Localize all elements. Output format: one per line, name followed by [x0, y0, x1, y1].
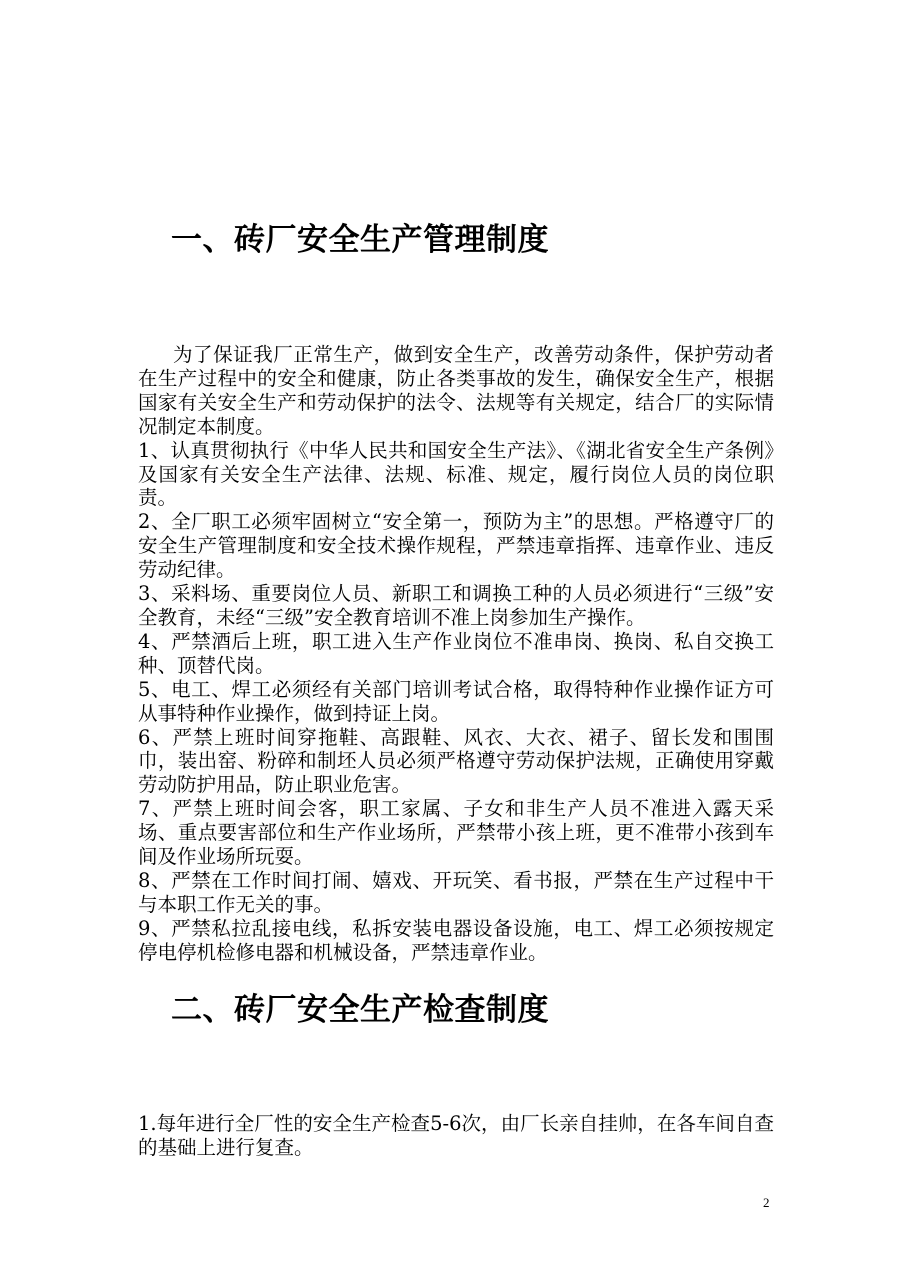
rule-item-1: 1、认真贯彻执行《中华人民共和国安全生产法》、《湖北省安全生产条例》及国家有关安全生产法律、法规、标准、规定，履行岗位人员的岗位职责。	[138, 438, 774, 510]
rule-item-3: 3、采料场、重要岗位人员、新职工和调换工种的人员必须进行“三级”安全教育，未经“三级”安全教育培训不准上岗参加生产操作。	[138, 582, 774, 629]
rule-item-5: 5、电工、焊工必须经有关部门培训考试合格，取得特种作业操作证方可从事特种作业操作，做到持证上岗。	[138, 677, 774, 725]
section-1-heading: 一、砖厂安全生产管理制度	[171, 222, 549, 258]
section-2-heading: 二、砖厂安全生产检查制度	[171, 992, 549, 1028]
section-2-body	[138, 1112, 774, 1160]
inspection-item-1: 1.每年进行全厂性的安全生产检查5-6次，由厂长亲自挂帅，在各车间自查的基础上进行复查。	[138, 1112, 774, 1159]
rule-item-2: 2、全厂职工必须牢固树立“安全第一，预防为主”的思想。严格遵守厂的安全生产管理制度和安全技术操作规程，严禁违章指挥、违章作业、违反劳动纪律。	[138, 510, 774, 582]
intro-paragraph: 为了保证我厂正常生产，做到安全生产，改善劳动条件，保护劳动者在生产过程中的安全和健康，防止各类事故的发生，确保安全生产，根据国家有关安全生产和劳动保护的法令、法规等有关规定，结合厂的实际情况制定本制度。	[138, 343, 774, 438]
rule-item-8: 8、严禁在工作时间打闹、嬉戏、开玩笑、看书报，严禁在生产过程中干与本职工作无关的事。	[138, 868, 774, 916]
rule-item-4: 4、严禁酒后上班，职工进入生产作业岗位不准串岗、换岗、私自交换工种、顶替代岗。	[138, 629, 774, 677]
rule-item-6: 6、严禁上班时间穿拖鞋、高跟鞋、风衣、大衣、裙子、留长发和围围巾，装出窑、粉碎和制坯人员必须严格遵守劳动保护法规，正确使用穿戴劳动防护用品，防止职业危害。	[138, 725, 774, 797]
section-1-body	[138, 343, 774, 965]
page-number: 2	[763, 1195, 770, 1210]
rule-item-9: 9、严禁私拉乱接电线，私拆安装电器设备设施，电工、焊工必须按规定停电停机检修电器和机械设备，严禁违章作业。	[138, 916, 774, 964]
rule-item-7: 7、严禁上班时间会客，职工家属、子女和非生产人员不准进入露天采场、重点要害部位和生产作业场所，严禁带小孩上班，更不准带小孩到车间及作业场所玩耍。	[138, 797, 774, 869]
